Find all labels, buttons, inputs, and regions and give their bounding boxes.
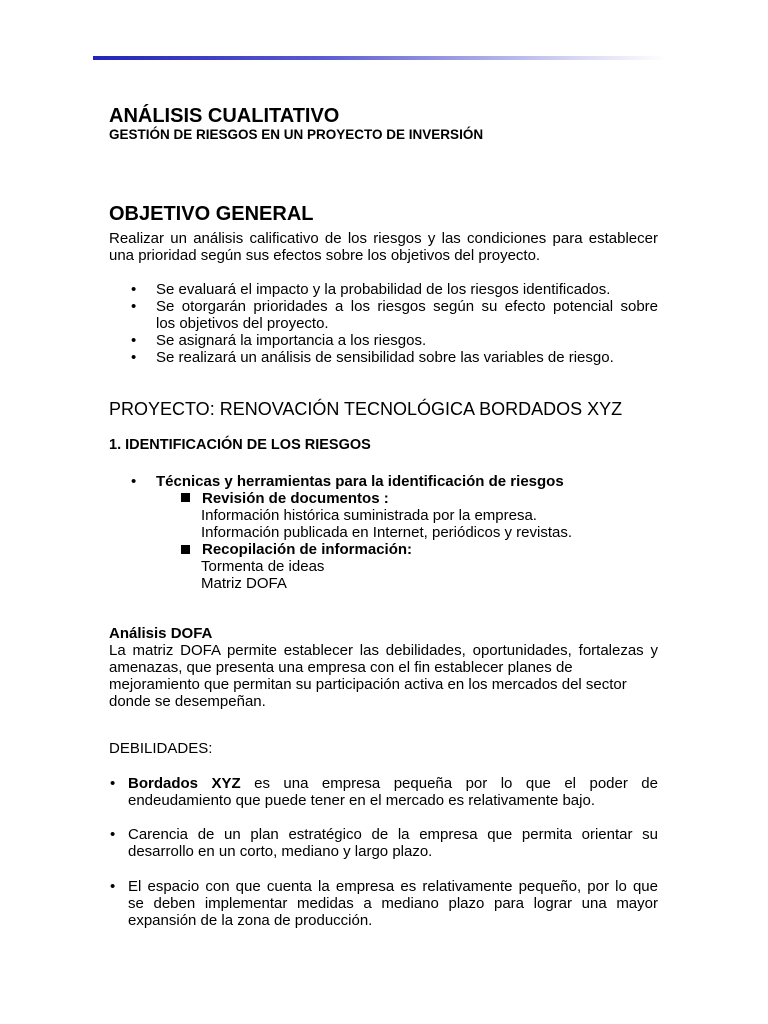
group-item: Información histórica suministrada por la empresa. bbox=[201, 507, 537, 524]
objective-bullet bbox=[156, 298, 658, 332]
bullet-glyph: • bbox=[131, 281, 137, 298]
weakness-line: desarrollo en un corto, mediano y largo plazo. bbox=[128, 843, 433, 860]
dofa-line: mejoramiento que permitan su participación activa en los mercados del sector bbox=[109, 676, 627, 693]
weakness-line: Carencia de un plan estratégico de la empresa que permita orientar su bbox=[128, 826, 658, 843]
weakness-line: expansión de la zona de producción. bbox=[128, 912, 373, 929]
objective-heading: OBJETIVO GENERAL bbox=[109, 203, 314, 225]
weakness-item bbox=[128, 878, 658, 929]
weaknesses-heading: DEBILIDADES: bbox=[109, 740, 213, 757]
objective-intro-line: Realizar un análisis calificativo de los riesgos y las condiciones para establecer bbox=[109, 230, 658, 247]
dofa-line: La matriz DOFA permite establecer las debilidades, oportunidades, fortalezas y bbox=[109, 642, 658, 659]
document-title: ANÁLISIS CUALITATIVO bbox=[109, 105, 340, 127]
bullet-glyph: • bbox=[131, 349, 137, 366]
identification-heading: 1. IDENTIFICACIÓN DE LOS RIESGOS bbox=[109, 437, 371, 453]
objective-bullet-line: los objetivos del proyecto. bbox=[156, 315, 329, 332]
weakness-line bbox=[128, 775, 658, 792]
weakness-line: endeudamiento que puede tener en el mercado es relativamente bajo. bbox=[128, 792, 595, 809]
bullet-glyph: • bbox=[131, 332, 137, 349]
objective-intro-line: una prioridad según sus efectos sobre los objetivos del proyecto. bbox=[109, 247, 541, 264]
dofa-line: amenazas, que presenta una empresa con el fin establecer planes de bbox=[109, 659, 573, 676]
project-heading: PROYECTO: RENOVACIÓN TECNOLÓGICA BORDADOS XYZ bbox=[109, 399, 623, 419]
dofa-line: donde se desempeñan. bbox=[109, 693, 266, 710]
document-subtitle: GESTIÓN DE RIESGOS EN UN PROYECTO DE INVERSIÓN bbox=[109, 127, 484, 142]
group-item: Información publicada en Internet, periódicos y revistas. bbox=[201, 524, 573, 541]
weakness-item bbox=[128, 775, 658, 809]
objective-bullet-line: Se otorgarán prioridades a los riesgos según su efecto potencial sobre bbox=[156, 298, 658, 315]
company-name: Bordados XYZ bbox=[128, 775, 241, 792]
bullet-glyph: • bbox=[131, 298, 137, 315]
bullet-glyph: • bbox=[131, 473, 137, 490]
weakness-item bbox=[128, 826, 658, 860]
weakness-line: se deben implementar medidas a mediano plazo para lograr una mayor bbox=[128, 895, 658, 912]
weakness-text: es una empresa pequeña por lo que el poder de bbox=[240, 775, 658, 792]
dofa-heading: Análisis DOFA bbox=[109, 625, 213, 642]
bullet-glyph: • bbox=[110, 775, 116, 792]
group-title: Recopilación de información: bbox=[202, 541, 413, 558]
square-bullet-icon bbox=[181, 545, 190, 554]
objective-bullet: Se asignará la importancia a los riesgos. bbox=[156, 332, 427, 349]
square-bullet-icon bbox=[181, 493, 190, 502]
objective-bullet: Se realizará un análisis de sensibilidad sobre las variables de riesgo. bbox=[156, 349, 614, 366]
header-rule bbox=[93, 56, 665, 60]
dofa-paragraph bbox=[109, 642, 658, 710]
group-item: Matriz DOFA bbox=[201, 575, 287, 592]
objective-intro bbox=[109, 230, 658, 264]
weakness-line: El espacio con que cuenta la empresa es relativamente pequeño, por lo que bbox=[128, 878, 658, 895]
objective-bullet: Se evaluará el impacto y la probabilidad de los riesgos identificados. bbox=[156, 281, 611, 298]
group-item: Tormenta de ideas bbox=[201, 558, 325, 575]
bullet-glyph: • bbox=[110, 878, 116, 895]
techniques-bullet: Técnicas y herramientas para la identificación de riesgos bbox=[156, 473, 564, 490]
group-title: Revisión de documentos : bbox=[202, 490, 389, 507]
bullet-glyph: • bbox=[110, 826, 116, 843]
